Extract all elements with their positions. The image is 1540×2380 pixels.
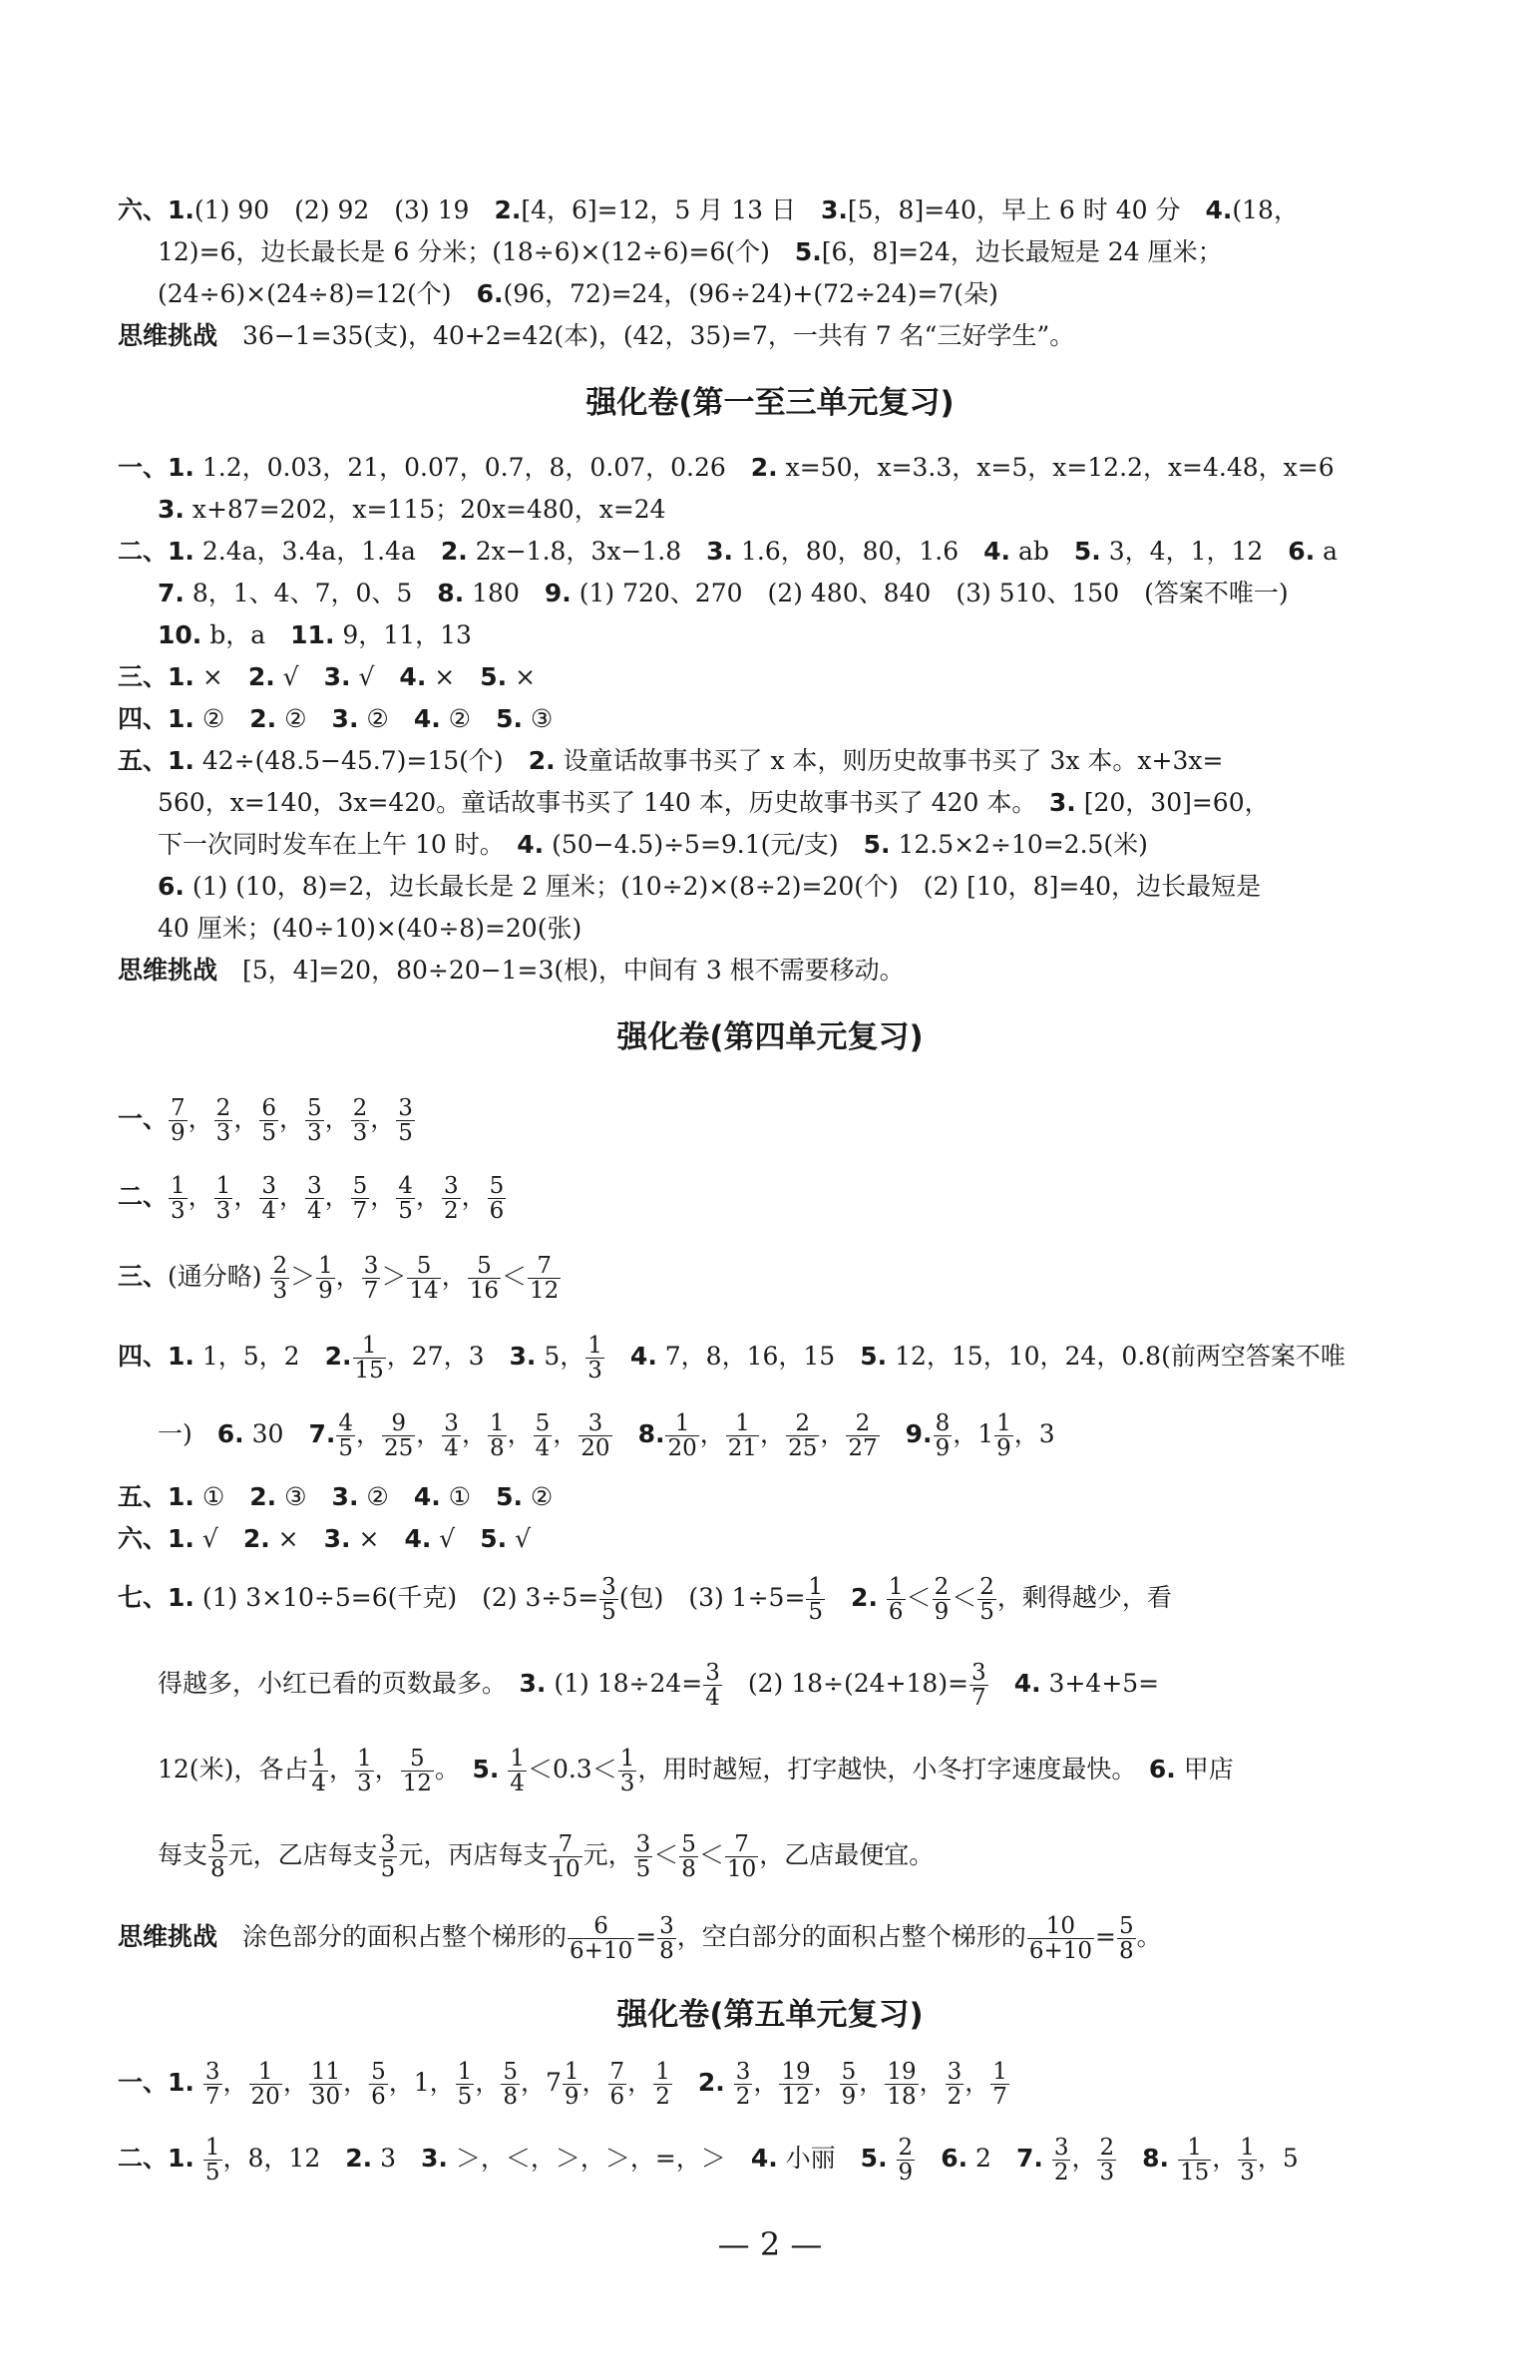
- fraction: [309, 2060, 342, 2109]
- denominator: 4: [306, 1198, 322, 1224]
- denominator: 12: [402, 1771, 432, 1796]
- numerator: 3: [635, 1830, 651, 1857]
- sec1-thinking-challenge: 思维挑战 [5，4]=20，80÷20−1=3(根)，中间有 3 根不需要移动。: [118, 956, 905, 985]
- denominator: 4: [705, 1685, 720, 1711]
- denominator: 21: [727, 1435, 758, 1461]
- page-number: — 2 —: [717, 2225, 823, 2263]
- denominator: 2: [443, 1198, 459, 1224]
- denominator: 8: [1118, 1938, 1134, 1964]
- numerator: 1: [204, 2134, 220, 2161]
- denominator: 6+10: [570, 1938, 633, 1964]
- fraction: [534, 1411, 553, 1460]
- fraction: [407, 1254, 440, 1303]
- numerator: 19: [781, 2058, 811, 2085]
- numerator: 3: [659, 1912, 674, 1939]
- numerator: 1: [318, 1252, 333, 1279]
- fraction: [208, 1832, 227, 1881]
- denominator: 3: [306, 1120, 322, 1146]
- denominator: 5: [338, 1435, 353, 1461]
- prev-six-line-3: (24÷6)×(24÷8)=12(个) 6.(96，72)=24，(96÷24)+(72÷24)=7(朵): [158, 279, 998, 308]
- numerator: 3: [971, 1659, 986, 1686]
- numerator: 1: [356, 1745, 372, 1772]
- fraction: [353, 1334, 386, 1383]
- denominator: 5: [398, 1198, 413, 1224]
- fraction: [169, 1096, 188, 1145]
- sec2-part4-line1: 四、1. 1，5，2 2. $\frac{1}{15}$ ，27，3 3. 5， $\frac{1}{3}$ 4. 7，8，16，15 5. 12，15，10，24，0.8(前两空答案不唯: [118, 1332, 1346, 1384]
- sec2-part4-line2: 一) 6. 30 7. $\frac{4}{5}$ ， $\frac{9}{25}$ ， $\frac{3}{4}$ ， $\frac{1}{8}$ ， $\frac{5}{4}$ ， $\frac{3}{20}$ 8. $\frac{1}{20}$ ， $\frac{1}{21}$ ， $\frac{2}{25}$ ， $\frac{2}{27}$ 9. $\frac{8}{9}$ ，1 $\frac{1}{9}$ ，3: [158, 1409, 1055, 1461]
- fraction: [362, 1254, 381, 1303]
- sec1-part3: 三、1. × 2. √ 3. √ 4. × 5. ×: [118, 662, 537, 691]
- numerator: 4: [398, 1172, 413, 1199]
- denominator: 2: [947, 2084, 962, 2110]
- numerator: 3: [261, 1172, 276, 1199]
- sec1-part5-line1: 五、1. 42÷(48.5−45.7)=15(个) 2. 设童话故事书买了 x 本，则历史故事书买了 3x 本。x+3x=: [118, 746, 1224, 775]
- fraction: [679, 1832, 698, 1881]
- sec2-part7-line1: 七、1. (1) 3×10÷5=6(千克) (2) 3÷5= $\frac{3}{5}$ (包) (3) 1÷5= $\frac{1}{5}$ 2. $\frac{1}{6}$ ＜ $\frac{2}{9}$ ＜ $\frac{2}{5}$ ，剩得越少，看: [118, 1573, 1172, 1625]
- numerator: 3: [601, 1573, 616, 1600]
- fraction: [336, 1411, 355, 1460]
- numerator: 6: [568, 1914, 634, 1939]
- denominator: 6: [489, 1198, 505, 1224]
- denominator: 8: [503, 2084, 518, 2110]
- denominator: 8: [659, 1938, 674, 1964]
- numerator: 2: [1099, 2134, 1115, 2161]
- denominator: 20: [250, 2084, 280, 2110]
- fraction: [887, 1575, 906, 1624]
- sec2-part5: 五、1. ① 2. ③ 3. ② 4. ① 5. ②: [118, 1482, 554, 1511]
- denominator: 6: [888, 1599, 904, 1625]
- fraction: [786, 1411, 819, 1460]
- denominator: 9: [171, 1120, 186, 1146]
- numerator: 1: [996, 1409, 1011, 1436]
- fraction: [599, 1575, 618, 1624]
- fraction: [933, 1575, 952, 1624]
- numerator: 11: [310, 2058, 341, 2085]
- fraction: [726, 1411, 759, 1460]
- fraction: [501, 2060, 520, 2109]
- fraction: [934, 1411, 953, 1460]
- numerator: 5: [681, 1830, 696, 1857]
- fraction: [585, 1334, 604, 1383]
- numerator: 3: [380, 1830, 396, 1857]
- fraction: [528, 1254, 561, 1303]
- denominator: 4: [510, 1771, 525, 1796]
- denominator: 3: [215, 1120, 231, 1146]
- denominator: 12: [781, 2084, 811, 2110]
- fraction: [214, 1096, 233, 1145]
- fraction: [401, 1747, 434, 1795]
- numerator: 1: [808, 1573, 824, 1600]
- fraction: [885, 2060, 918, 2109]
- numerator: 5: [468, 1254, 501, 1279]
- numerator: 1: [249, 2060, 282, 2085]
- comparison-operator: ＞: [381, 1262, 407, 1291]
- fraction: [1178, 2136, 1211, 2184]
- numerator: 1: [1240, 2134, 1255, 2161]
- fraction-list: $\frac{4}{5}$ ， $\frac{9}{25}$ ， $\frac{3}{4}$ ， $\frac{1}{8}$ ， $\frac{5}{4}$ ， $\frac{3}{20}$: [338, 1409, 610, 1461]
- fraction: [897, 2136, 916, 2184]
- numerator: 1: [587, 1332, 602, 1359]
- sec1-part5-line3: 下一次同时发车在上午 10 时。 4. (50−4.5)÷5=9.1(元/支) 5. 12.5×2÷10=2.5(米): [158, 830, 1148, 859]
- denominator: 2: [1053, 2160, 1069, 2185]
- fraction: [1238, 2136, 1257, 2184]
- denominator: 5: [204, 2160, 220, 2185]
- section-title-unit-4: 强化卷(第四单元复习): [616, 1019, 924, 1055]
- fraction-list: $\frac{3}{2}$ ， $\frac{2}{3}$: [1053, 2134, 1115, 2185]
- denominator: 4: [261, 1198, 276, 1224]
- denominator: 27: [848, 1435, 878, 1461]
- fraction: [1027, 1914, 1094, 1963]
- fraction: [734, 2060, 753, 2109]
- denominator: 8: [681, 1856, 696, 1882]
- numerator: 7: [171, 1094, 186, 1121]
- numerator: 1: [564, 2058, 579, 2085]
- denominator: 25: [788, 1435, 818, 1461]
- sec3-part2: 二、1. $\frac{1}{5}$ ，8，12 2. 3 3. ＞，＜，＞，＞，=，＞ 4. 小丽 5. $\frac{2}{9}$ 6. 2 7. $\frac{3}{2}$ ， $\frac{2}{3}$ 8. $\frac{1}{15}$ ， $\frac{1}{3}$ ，5: [118, 2134, 1299, 2185]
- numerator: 1: [311, 1745, 326, 1772]
- fraction: [563, 2060, 581, 2109]
- fraction: [396, 1096, 415, 1145]
- numerator: 3: [204, 2058, 220, 2085]
- denominator: 3: [272, 1278, 288, 1304]
- sec1-part2-line3: 10. b，a 11. 9，11，13: [158, 620, 472, 649]
- denominator: 3: [215, 1198, 231, 1224]
- sec2-part7-line3: 12(米)，各占 $\frac{1}{4}$ ， $\frac{1}{3}$ ， $\frac{5}{12}$ 。 5. $\frac{1}{4}$ ＜0.3＜ $\frac{1}{3}$ ，用时越短，打字越快，小冬打字速度最快。 6. 甲店: [158, 1745, 1234, 1796]
- denominator: 6+10: [1028, 1938, 1092, 1964]
- denominator: 16: [469, 1278, 500, 1304]
- numerator: 3: [1053, 2134, 1069, 2161]
- denominator: 3: [619, 1771, 635, 1796]
- denominator: 5: [261, 1120, 276, 1146]
- denominator: 20: [667, 1435, 697, 1461]
- prev-thinking-challenge: 思维挑战 36−1=35(支)，40+2=42(本)，(42，35)=7，一共有 7 名“三好学生”。: [118, 321, 1075, 350]
- numerator: 2: [352, 1094, 368, 1121]
- denominator: 9: [996, 1435, 1011, 1461]
- fraction-list: $\frac{1}{3}$ ， $\frac{1}{3}$ ， $\frac{3}{4}$ ， $\frac{3}{4}$ ， $\frac{5}{7}$ ， $\frac{4}{5}$ ， $\frac{3}{2}$ ， $\frac{5}{6}$: [171, 1172, 505, 1224]
- denominator: 3: [352, 1120, 368, 1146]
- denominator: 5: [601, 1599, 616, 1625]
- numerator: 1: [510, 1745, 525, 1772]
- numerator: 3: [398, 1094, 413, 1121]
- denominator: 5: [808, 1599, 824, 1625]
- denominator: 7: [352, 1198, 368, 1224]
- sec2-part7-line2: 得越多，小红已看的页数最多。 3. (1) 18÷24= $\frac{3}{4}$ (2) 18÷(24+18)= $\frac{3}{7}$ 4. 3+4+5=: [158, 1659, 1160, 1711]
- section-title-units-1-3: 强化卷(第一至三单元复习): [585, 385, 955, 421]
- fraction: [657, 1914, 676, 1963]
- denominator: 4: [311, 1771, 326, 1796]
- sec1-part5-line5: 40 厘米；(40÷10)×(40÷8)=20(张): [158, 914, 582, 943]
- fraction: [806, 1575, 825, 1624]
- numerator: 2: [215, 1094, 231, 1121]
- denominator: 9: [841, 2084, 857, 2110]
- fraction: [1117, 1914, 1136, 1963]
- denominator: 25: [384, 1435, 414, 1461]
- denominator: 15: [354, 1358, 384, 1384]
- numerator: 3: [306, 1172, 322, 1199]
- fraction: [369, 2060, 388, 2109]
- denominator: 18: [887, 2084, 917, 2110]
- fraction: [1097, 2136, 1116, 2184]
- fraction: [203, 2136, 222, 2184]
- fraction: [488, 1174, 507, 1223]
- numerator: 3: [363, 1252, 379, 1279]
- numerator: 5: [306, 1094, 322, 1121]
- numerator: 8: [935, 1409, 951, 1436]
- numerator: 2: [898, 2134, 914, 2161]
- denominator: 30: [310, 2084, 341, 2110]
- sec1-part2-line2: 7. 8，1、4、7，0、5 8. 180 9. (1) 720、270 (2) 480、840 (3) 510、150 (答案不唯一): [158, 579, 1289, 607]
- numerator: 3: [947, 2058, 962, 2085]
- numerator: 2: [979, 1573, 994, 1600]
- fraction-list: $\frac{1}{20}$ ， $\frac{1}{21}$ ， $\frac{2}{25}$ ， $\frac{2}{27}$: [667, 1409, 878, 1461]
- fraction: [665, 1411, 698, 1460]
- fraction: [488, 1411, 507, 1460]
- numerator: 6: [261, 1094, 276, 1121]
- fraction: [1052, 2136, 1071, 2184]
- fraction: [990, 2060, 1009, 2109]
- denominator: 5: [380, 1856, 396, 1882]
- denominator: 14: [409, 1278, 439, 1304]
- denominator: 5: [457, 2084, 473, 2110]
- numerator: 5: [352, 1172, 368, 1199]
- denominator: 4: [535, 1435, 551, 1461]
- denominator: 9: [898, 2160, 914, 2185]
- sec1-part1-line1: 一、1. 1.2，0.03，21，0.07，0.7，8，0.07，0.26 2. x=50，x=3.3，x=5，x=12.2，x=4.48，x=6: [118, 453, 1335, 482]
- fraction: [977, 1575, 996, 1624]
- numerator: 3: [444, 1409, 459, 1436]
- fraction-list: $\frac{1}{9}$ ， $\frac{7}{6}$ ， $\frac{1}{2}$: [564, 2058, 670, 2110]
- fraction: [468, 1254, 501, 1303]
- sec2-part7-line4: 每支 $\frac{5}{8}$ 元，乙店每支 $\frac{3}{5}$ 元，丙店每支 $\frac{7}{10}$ 元， $\frac{3}{5}$ ＜ $\frac{5}{8}$ ＜ $\frac{7}{10}$ ，乙店最便宜。: [158, 1830, 935, 1882]
- denominator: 7: [992, 2084, 1007, 2110]
- fraction: [634, 1832, 653, 1881]
- fraction-list: $\frac{3}{2}$ ， $\frac{19}{12}$ ， $\frac{5}{9}$ ， $\frac{19}{18}$ ， $\frac{3}{2}$ ， $\frac{1}{7}$: [735, 2058, 1007, 2110]
- numerator: 7: [609, 2058, 625, 2085]
- numerator: 5: [841, 2058, 857, 2085]
- prev-six-line-2: 12)=6，边长最长是 6 分米；(18÷6)×(12÷6)=6(个) 5.[6，8]=24，边长最短是 24 厘米；: [158, 237, 1223, 266]
- denominator: 7: [971, 1685, 986, 1711]
- denominator: 9: [935, 1435, 951, 1461]
- denominator: 9: [934, 1599, 950, 1625]
- denominator: 3: [356, 1771, 372, 1796]
- denominator: 6: [609, 2084, 625, 2110]
- numerator: 5: [407, 1254, 440, 1279]
- fraction: [653, 2060, 672, 2109]
- denominator: 3: [1240, 2160, 1255, 2185]
- sec3-part1: 一、1. $\frac{3}{7}$ ， $\frac{1}{20}$ ， $\frac{11}{30}$ ， $\frac{5}{6}$ ，1， $\frac{1}{5}$ ， $\frac{5}{8}$ ，7 $\frac{1}{9}$ ， $\frac{7}{6}$ ， $\frac{1}{2}$ 2. $\frac{3}{2}$ ， $\frac{19}{12}$ ， $\frac{5}{9}$ ， $\frac{19}{18}$ ， $\frac{3}{2}$ ， $\frac{1}{7}$: [0, 2047, 1540, 2119]
- fraction-list: $\frac{3}{7}$ ， $\frac{1}{20}$ ， $\frac{11}{30}$ ， $\frac{5}{6}$: [204, 2058, 386, 2110]
- fraction: [351, 1096, 370, 1145]
- numerator: 4: [338, 1409, 353, 1436]
- denominator: 5: [979, 1599, 994, 1625]
- fraction: [846, 1411, 879, 1460]
- sec1-part4: 四、1. ② 2. ② 3. ② 4. ② 5. ③: [118, 704, 554, 733]
- numerator: 1: [457, 2058, 473, 2085]
- numerator: 2: [934, 1573, 950, 1600]
- numerator: 2: [272, 1252, 288, 1279]
- numerator: 3: [578, 1411, 611, 1436]
- fraction: [396, 1174, 415, 1223]
- fraction: [840, 2060, 859, 2109]
- sec1-part5-line2: 560，x=140，3x=420。童话故事书买了 140 本，历史故事书买了 420 本。 3. [20，30]=60，: [158, 788, 1270, 817]
- numerator: 19: [887, 2058, 917, 2085]
- numerator: 5: [210, 1830, 225, 1857]
- fraction: [725, 1832, 758, 1881]
- numerator: 5: [401, 1747, 434, 1772]
- numerator: 1: [992, 2058, 1007, 2085]
- numerator: 5: [489, 1172, 505, 1199]
- sec2-part6: 六、1. √ 2. × 3. × 4. √ 5. √: [118, 1524, 532, 1553]
- sec2-part3: 三、(通分略) $\frac{2}{3}$ ＞ $\frac{1}{9}$ ， $\frac{3}{7}$ ＞ $\frac{5}{14}$ ， $\frac{5}{16}$ ＜ $\frac{7}{12}$: [0, 1241, 1540, 1313]
- denominator: 3: [1099, 2160, 1115, 2185]
- sec1-part2-line1: 二、1. 2.4a，3.4a，1.4a 2. 2x−1.8，3x−1.8 3. 1.6，80，80，1.6 4. ab 5. 3，4，1，12 6. a: [118, 537, 1339, 566]
- fraction: [270, 1254, 289, 1303]
- denominator: 3: [587, 1358, 602, 1384]
- denominator: 3: [171, 1198, 186, 1224]
- fraction-list: $\frac{7}{9}$ ， $\frac{2}{3}$ ， $\frac{6}{5}$ ， $\frac{5}{3}$ ， $\frac{2}{3}$ ， $\frac{3}{5}$: [171, 1094, 413, 1146]
- denominator: 10: [726, 1856, 757, 1882]
- fraction: [618, 1747, 637, 1795]
- numerator: 5: [535, 1409, 551, 1436]
- numerator: 7: [549, 1832, 581, 1857]
- denominator: 8: [489, 1435, 505, 1461]
- fraction: [249, 2060, 282, 2109]
- numerator: 3: [443, 1172, 459, 1199]
- fraction: [316, 1254, 335, 1303]
- denominator: 10: [551, 1856, 580, 1882]
- fraction: [969, 1661, 988, 1710]
- fraction: [568, 1914, 634, 1963]
- sec2-part2: 二、 $\frac{1}{3}$ ， $\frac{1}{3}$ ， $\frac{3}{4}$ ， $\frac{3}{4}$ ， $\frac{5}{7}$ ， $\frac{4}{5}$ ， $\frac{3}{2}$ ， $\frac{5}{6}$: [0, 1161, 1540, 1233]
- denominator: 9: [318, 1278, 333, 1304]
- sec1-part1-line2: 3. x+87=202，x=115；20x=480，x=24: [158, 495, 666, 524]
- section-title-unit-5: 强化卷(第五单元复习): [616, 1997, 924, 2033]
- numerator: 3: [735, 2058, 751, 2085]
- denominator: 5: [635, 1856, 651, 1882]
- fraction: [779, 2060, 812, 2109]
- fraction: [994, 1411, 1013, 1460]
- fraction: [382, 1411, 415, 1460]
- denominator: 5: [398, 1120, 413, 1146]
- numerator: 7: [528, 1254, 561, 1279]
- prev-six-line-1: 六、1.(1) 90 (2) 92 (3) 19 2.[4，6]=12，5 月 13 日 3.[5，8]=40，早上 6 时 40 分 4.(18，: [118, 196, 1299, 224]
- sec2-thinking-challenge: 思维挑战 涂色部分的面积占整个梯形的 $\frac{6}{6+10}$ = $\frac{3}{8}$ ，空白部分的面积占整个梯形的 $\frac{10}{6+10}$ = $\frac{5}{8}$ 。: [118, 1912, 1162, 1964]
- fraction: [203, 2060, 222, 2109]
- denominator: 4: [444, 1435, 459, 1461]
- denominator: 7: [204, 2084, 220, 2110]
- numerator: 1: [489, 1409, 505, 1436]
- denominator: 15: [1179, 2160, 1210, 2185]
- denominator: 12: [530, 1278, 560, 1304]
- numerator: 1: [655, 2058, 670, 2085]
- numerator: 2: [846, 1411, 879, 1436]
- comparison-operator: ＜: [502, 1262, 528, 1291]
- numerator: 1: [171, 1172, 186, 1199]
- numerator: 1: [215, 1172, 231, 1199]
- fraction: [608, 2060, 627, 2109]
- fraction: [549, 1832, 581, 1881]
- numerator: 1: [353, 1334, 386, 1359]
- denominator: 6: [371, 2084, 386, 2110]
- numerator: 1: [888, 1573, 904, 1600]
- fraction: [946, 2060, 964, 2109]
- denominator: 2: [655, 2084, 670, 2110]
- numerator: 1: [665, 1411, 698, 1436]
- denominator: 9: [564, 2084, 579, 2110]
- numerator: 9: [382, 1411, 415, 1436]
- fraction: [379, 1832, 398, 1881]
- numerator: 3: [705, 1659, 720, 1686]
- fraction: [309, 1747, 328, 1795]
- fraction: [456, 2060, 475, 2109]
- sec1-part5-line4: 6. (1) (10，8)=2，边长最长是 2 厘米；(10÷2)×(8÷2)=20(个) (2) [10，8]=40，边长最短是: [158, 872, 1262, 901]
- fraction: [351, 1174, 370, 1223]
- fraction: [259, 1174, 278, 1223]
- denominator: 2: [735, 2084, 751, 2110]
- numerator: 1: [1178, 2136, 1211, 2161]
- fraction: [305, 1174, 324, 1223]
- comparison-operator: ＞: [290, 1262, 316, 1291]
- fraction: [442, 1174, 461, 1223]
- fraction: [259, 1096, 278, 1145]
- denominator: 20: [580, 1435, 610, 1461]
- fraction: [355, 1747, 374, 1795]
- numerator: 5: [1118, 1912, 1134, 1939]
- comparison-list: $\frac{2}{3}$ ＞ $\frac{1}{9}$ ， $\frac{3}{7}$ ＞ $\frac{5}{14}$ ， $\frac{5}{16}$ ＜ $\frac{7}{12}$: [272, 1252, 560, 1304]
- numerator: 7: [725, 1832, 758, 1857]
- numerator: 1: [726, 1411, 759, 1436]
- numerator: 1: [619, 1745, 635, 1772]
- fraction: [214, 1174, 233, 1223]
- fraction: [508, 1747, 527, 1795]
- numerator: 5: [503, 2058, 518, 2085]
- numerator: 5: [371, 2058, 386, 2085]
- fraction: [305, 1096, 324, 1145]
- denominator: 7: [363, 1278, 379, 1304]
- fraction: [578, 1411, 611, 1460]
- numerator: 10: [1027, 1914, 1094, 1939]
- denominator: 8: [210, 1856, 225, 1882]
- fraction: [442, 1411, 461, 1460]
- fraction: [169, 1174, 188, 1223]
- fraction: [703, 1661, 722, 1710]
- fraction-list: $\frac{1}{4}$ ， $\frac{1}{3}$ ， $\frac{5}{12}$: [311, 1745, 432, 1796]
- fraction-list: $\frac{1}{15}$ ， $\frac{1}{3}$: [1179, 2134, 1255, 2185]
- sec2-part1: 一、 $\frac{7}{9}$ ， $\frac{2}{3}$ ， $\frac{6}{5}$ ， $\frac{5}{3}$ ， $\frac{2}{3}$ ， $\frac{3}{5}$: [0, 1083, 1540, 1155]
- fraction-list: $\frac{1}{5}$ ， $\frac{5}{8}$: [457, 2058, 518, 2110]
- numerator: 2: [786, 1411, 819, 1436]
